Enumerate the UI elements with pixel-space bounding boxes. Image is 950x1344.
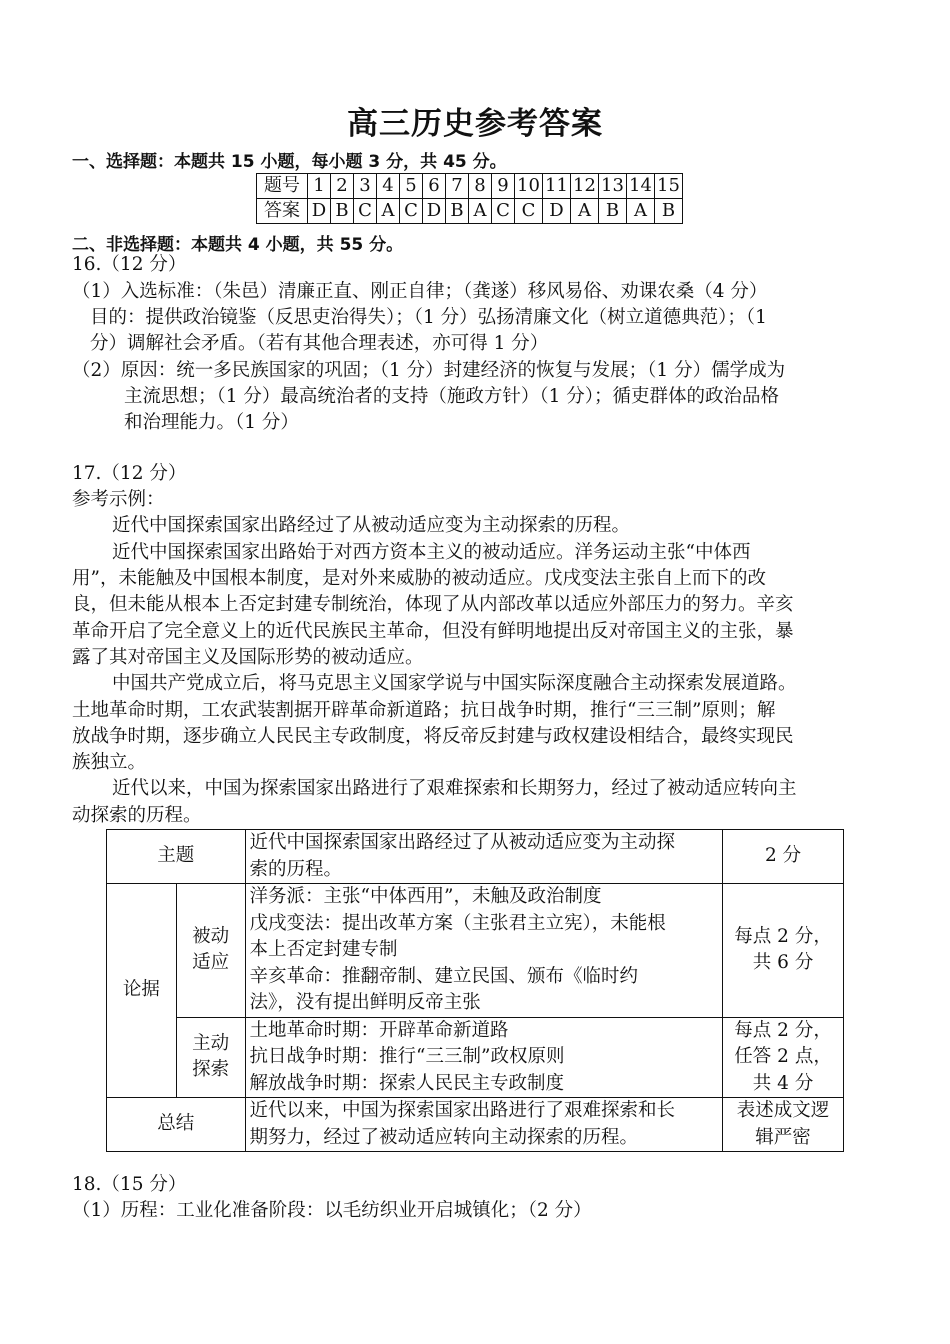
table-cell: D <box>423 199 446 224</box>
table-cell: 1 <box>308 174 331 199</box>
rubric-text-line: 土地革命时期：开辟革命新道路 <box>249 1019 509 1041</box>
q17-para4-line: 动探索的历程。 <box>72 805 202 826</box>
scoring-rubric-table <box>106 829 844 1152</box>
table-cell: 9 <box>492 174 515 199</box>
table-cell: C <box>492 199 515 224</box>
table-cell: 12 <box>571 174 599 199</box>
table-cell: A <box>571 199 599 224</box>
rubric-theme-content <box>245 830 723 884</box>
row-label-number: 题号 <box>257 174 308 199</box>
q17-para3-line: 土地革命时期，工农武装割据开辟革命新道路；抗日战争时期，推行“三三制”原则；解 <box>72 700 776 721</box>
section-essay-heading: 二、非选择题：本题共 4 小题，共 55 分。 <box>72 235 404 255</box>
rubric-text-line: 洋务派：主张“中体西用”，未触及政治制度 <box>249 886 602 907</box>
q18-heading: 18.（15 分） <box>72 1174 187 1195</box>
rubric-summary-content <box>245 1098 723 1152</box>
rubric-text-line: 近代中国探索国家出路经过了从被动适应变为主动探 <box>249 832 676 853</box>
rubric-text-line: 近代以来，中国为探索国家出路进行了艰难探索和长 <box>249 1100 676 1121</box>
table-cell: 13 <box>599 174 627 199</box>
table-cell: D <box>543 199 571 224</box>
q16-heading: 16.（12 分） <box>72 254 187 275</box>
q17-example-label: 参考示例： <box>72 489 165 510</box>
q17-para3-line: 中国共产党成立后，将马克思主义国家学说与中国实际深度融合主动探索发展道路。 <box>112 673 797 694</box>
section-multiple-choice-heading: 一、选择题：本题共 15 小题，每小题 3 分，共 45 分。 <box>72 152 507 172</box>
rubric-score-line: 每点 2 分， <box>734 1019 832 1041</box>
rubric-passive-label <box>176 884 245 1018</box>
choice-answer-table <box>256 173 683 224</box>
table-row <box>107 884 844 1018</box>
q17-para2-line: 革命开启了完全意义上的近代民族民主革命，但没有鲜明地提出反对帝国主义的主张，暴 <box>72 621 794 642</box>
rubric-score-line: 共 4 分 <box>752 1072 814 1094</box>
q17-para2-line: 良，但未能从根本上否定封建专制统治，体现了从内部改革以适应外部压力的努力。辛亥 <box>72 594 794 615</box>
table-cell: 6 <box>423 174 446 199</box>
row-label-answer: 答案 <box>257 199 308 224</box>
rubric-score-line: 辑严密 <box>755 1126 811 1148</box>
page-title: 高三历史参考答案 <box>347 106 603 142</box>
q17-para4-line: 近代以来，中国为探索国家出路进行了艰难探索和长期努力，经过了被动适应转向主 <box>112 778 797 799</box>
table-cell: C <box>400 199 423 224</box>
table-cell: 11 <box>543 174 571 199</box>
table-cell: B <box>331 199 354 224</box>
rubric-text-line: 戊戌变法：提出改革方案（主张君主立宪），未能根 <box>249 912 666 934</box>
q18-part1: （1）历程：工业化准备阶段：以毛纺织业开启城镇化；（2 分） <box>72 1200 592 1221</box>
rubric-text-line: 索的历程。 <box>249 858 343 880</box>
rubric-active-label <box>176 1017 245 1098</box>
table-cell: A <box>627 199 655 224</box>
rubric-score-line: 表述成文逻 <box>736 1100 830 1121</box>
rubric-text-line: 辛亥革命：推翻帝制、建立民国、颁布《临时约 <box>249 965 639 987</box>
rubric-theme-label: 主题 <box>107 830 246 884</box>
rubric-passive-score <box>723 884 844 1018</box>
q17-heading: 17.（12 分） <box>72 463 187 484</box>
table-row <box>107 1098 844 1152</box>
rubric-active-score <box>723 1017 844 1098</box>
rubric-score-line: 任答 2 点， <box>734 1046 832 1067</box>
table-cell: B <box>599 199 627 224</box>
rubric-score-line: 每点 2 分， <box>734 925 832 947</box>
rubric-summary-score <box>723 1098 844 1152</box>
rubric-text-line: 解放战争时期：探索人民民主专政制度 <box>249 1072 565 1094</box>
rubric-label-line: 探索 <box>192 1059 230 1081</box>
rubric-active-content <box>245 1017 723 1098</box>
table-cell: 14 <box>627 174 655 199</box>
q17-para2-line: 用”，未能触及中国根本制度，是对外来威胁的被动适应。戊戌变法主张自上而下的改 <box>72 568 766 589</box>
rubric-score-line: 共 6 分 <box>752 952 814 974</box>
table-row-answers <box>257 199 683 224</box>
q17-para2-line: 近代中国探索国家出路始于对西方资本主义的被动适应。洋务运动主张“中体西 <box>112 542 751 563</box>
table-cell: 10 <box>515 174 543 199</box>
q16-purpose-line1: 目的：提供政治镜鉴（反思吏治得失）；（1 分）弘扬清廉文化（树立道德典范）；（1 <box>90 307 767 328</box>
rubric-label-line: 被动 <box>192 925 230 947</box>
table-cell: A <box>469 199 492 224</box>
table-cell: A <box>377 199 400 224</box>
q17-para3-line: 放战争时期，逐步确立人民民主专政制度，将反帝反封建与政权建设相结合，最终实现民 <box>72 726 794 747</box>
rubric-passive-content <box>245 884 723 1018</box>
rubric-evidence-label: 论据 <box>107 884 177 1098</box>
rubric-text-line: 本上否定封建专制 <box>249 939 398 960</box>
table-row <box>107 1017 844 1098</box>
table-cell: 5 <box>400 174 423 199</box>
rubric-text-line: 法》，没有提出鲜明反帝主张 <box>249 992 481 1013</box>
table-cell: D <box>308 199 331 224</box>
rubric-text-line: 抗日战争时期：推行“三三制”政权原则 <box>249 1046 565 1067</box>
table-cell: C <box>354 199 377 224</box>
table-cell: 2 <box>331 174 354 199</box>
table-cell: 3 <box>354 174 377 199</box>
q16-part2-line2: 主流思想；（1 分）最高统治者的支持（施政方针）（1 分）；循吏群体的政治品格 <box>124 386 780 407</box>
rubric-label-line: 适应 <box>192 952 230 974</box>
table-cell: C <box>515 199 543 224</box>
table-row <box>107 830 844 884</box>
q16-part2-line1: （2）原因：统一多民族国家的巩固；（1 分）封建经济的恢复与发展；（1 分）儒学成为 <box>72 360 786 381</box>
q16-purpose-line2: 分）调解社会矛盾。（若有其他合理表述，亦可得 1 分） <box>90 333 549 354</box>
table-row-numbers <box>257 174 683 199</box>
rubric-theme-score: 2 分 <box>723 830 844 884</box>
table-cell: 15 <box>655 174 683 199</box>
rubric-summary-label: 总结 <box>107 1098 246 1152</box>
rubric-label-line: 主动 <box>192 1032 230 1054</box>
table-cell: 7 <box>446 174 469 199</box>
table-cell: B <box>446 199 469 224</box>
q16-part1: （1）入选标准：（朱邑）清廉正直、刚正自律；（龚遂）移风易俗、劝课农桑（4 分） <box>72 281 768 302</box>
table-cell: 4 <box>377 174 400 199</box>
q17-para3-line: 族独立。 <box>72 752 147 773</box>
q17-para2-line: 露了其对帝国主义及国际形势的被动适应。 <box>72 647 424 668</box>
q16-part2-line3: 和治理能力。（1 分） <box>124 412 299 433</box>
q17-paragraph-1: 近代中国探索国家出路经过了从被动适应变为主动探索的历程。 <box>112 515 631 536</box>
rubric-text-line: 期努力，经过了被动适应转向主动探索的历程。 <box>249 1126 639 1148</box>
table-cell: 8 <box>469 174 492 199</box>
table-cell: B <box>655 199 683 224</box>
